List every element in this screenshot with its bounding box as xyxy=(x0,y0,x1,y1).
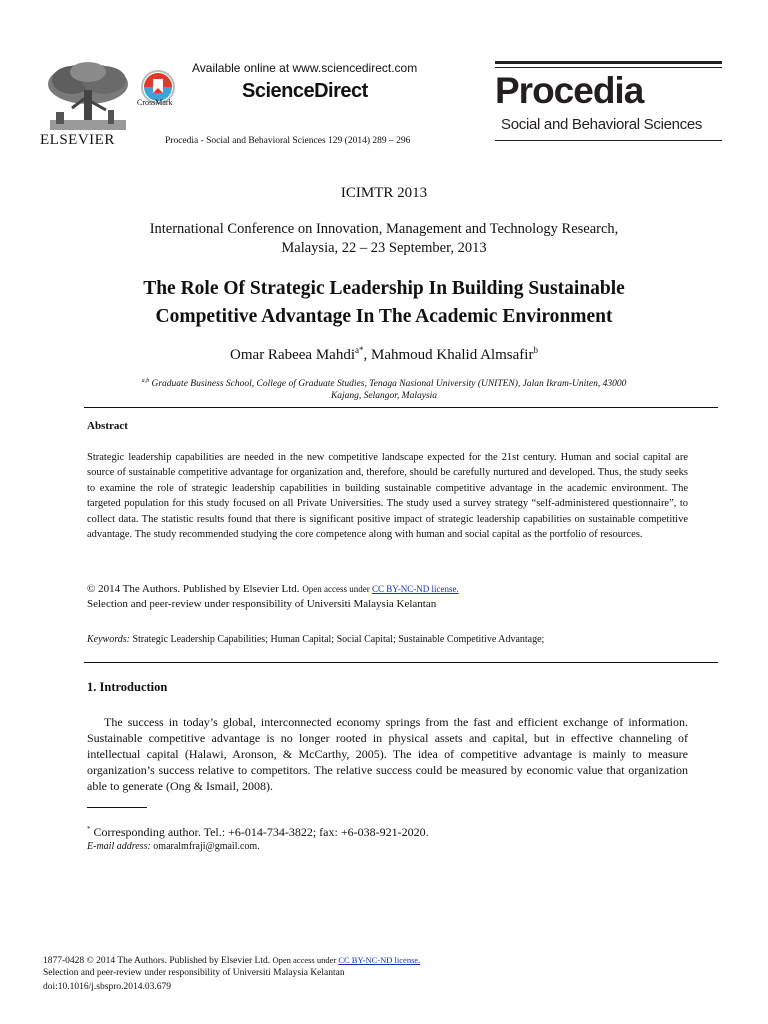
procedia-title: Procedia xyxy=(495,70,644,111)
email-note xyxy=(87,841,260,852)
procedia-top-rule-thin xyxy=(495,67,722,68)
crossmark-label: CrossMark xyxy=(137,98,173,107)
journal-citation: Procedia - Social and Behavioral Sciences 129 (2014) 289 – 296 xyxy=(165,136,411,146)
procedia-top-rule-thick xyxy=(495,61,722,64)
procedia-bottom-rule xyxy=(495,140,722,141)
abstract-top-rule xyxy=(84,407,718,408)
issn-copyright-line xyxy=(43,955,420,966)
conference-full-line-1: International Conference on Innovation, Management and Technology Research, xyxy=(149,221,619,237)
procedia-subtitle: Social and Behavioral Sciences xyxy=(501,116,703,133)
copyright-text: © 2014 The Authors. Published by Elsevier Ltd. xyxy=(87,583,303,595)
available-online-text: Available online at www.sciencedirect.com xyxy=(192,61,418,75)
sciencedirect-logo-text: ScienceDirect xyxy=(242,80,368,102)
license-link[interactable]: CC BY-NC-ND license. xyxy=(372,584,459,594)
author-1-sup: a* xyxy=(354,345,364,355)
keywords-line xyxy=(87,634,544,645)
peer-review-line: Selection and peer-review under responsibility of Universiti Malaysia Kelantan xyxy=(87,598,437,610)
abstract-body: Strategic leadership capabilities are needed in the new competitive landscape expected for the 21st century. Human and social capital are source of sustainable competitive advantage for organization and, therefore, should be carefully nurtured and developed. Thus, the study seeks to examine the role of strategic leadership capabilities in building sustainable competitive advantage in the academic environment. The targeted population for this study focused on all Private Universities. The study used a survey strategy “self-administered questionnaire”, to collect data. The statistic results found that there is significant positive impact of strategic leadership capabilities on sustainable competitive advantage. The study recommended studying the core competence along with human and social capital as the portfolio of resources. xyxy=(87,452,688,541)
copyright-line xyxy=(87,583,459,595)
bottom-license-link[interactable]: CC BY-NC-ND license. xyxy=(338,955,421,965)
author-1: Omar Rabeea Mahdi xyxy=(230,347,355,363)
elsevier-wordmark: ELSEVIER xyxy=(40,132,115,148)
affiliation-line-2: Kajang, Selangor, Malaysia xyxy=(330,391,438,401)
doi-line[interactable]: doi:10.1016/j.sbspro.2014.03.679 xyxy=(43,982,171,992)
corresponding-author-note xyxy=(87,825,429,840)
conference-name: ICIMTR 2013 xyxy=(340,185,428,201)
footnote-rule xyxy=(87,807,147,808)
author-2-sup: b xyxy=(533,345,538,355)
open-access-text: Open access under xyxy=(302,584,373,594)
introduction-body: The success in today’s global, interconnected economy springs from the fast and efficient exchange of information. Sustainable competitive advantage is no longer rooted in physical assets and capital, but in effective channeling of intellectual capital (Halawi, Aronson, & McCarthy, 2005). The idea of competitive advantage is mainly to measure organization’s success relative to competitors. The relative success could be measured by economic value that organization able to generate (Ong & Ismail, 2008). xyxy=(87,715,688,793)
abstract-heading: Abstract xyxy=(87,420,128,432)
affiliation-text-1: Graduate Business School, College of Graduate Studies, Tenaga Nasional University (UNITEN), Jalan Ikram-Uniten, 43000 xyxy=(149,379,627,390)
author-2: , Mahmoud Khalid Almsafir xyxy=(363,347,534,363)
email-label: E-mail address: xyxy=(87,841,151,852)
conference-full-line-2: Malaysia, 22 – 23 September, 2013 xyxy=(281,240,487,256)
footnote-marker: * xyxy=(87,825,91,833)
paper-title-line-2: Competitive Advantage In The Academic Environment xyxy=(155,306,613,327)
bottom-peer-review-line: Selection and peer-review under responsibility of Universiti Malaysia Kelantan xyxy=(43,968,345,978)
paper-title-line-1: The Role Of Strategic Leadership In Building Sustainable xyxy=(143,278,625,299)
corresponding-text: Corresponding author. Tel.: +6-014-734-3822; fax: +6-038-921-2020. xyxy=(90,825,429,839)
abstract-bottom-rule xyxy=(84,662,718,663)
issn-copyright-text: 1877-0428 © 2014 The Authors. Published by Elsevier Ltd. xyxy=(43,956,273,966)
affiliation-line-1 xyxy=(0,378,768,389)
keywords-label: Keywords: xyxy=(87,634,130,645)
affiliation-sup: a,b xyxy=(141,378,150,384)
introduction-heading: 1. Introduction xyxy=(87,680,168,694)
keywords-text: Strategic Leadership Capabilities; Human Capital; Social Capital; Sustainable Competitive Advantage; xyxy=(129,634,545,645)
email-address[interactable]: omaralmfraji@gmail.com. xyxy=(150,841,260,852)
bottom-open-access-text: Open access under xyxy=(272,955,339,965)
author-list xyxy=(0,345,768,364)
